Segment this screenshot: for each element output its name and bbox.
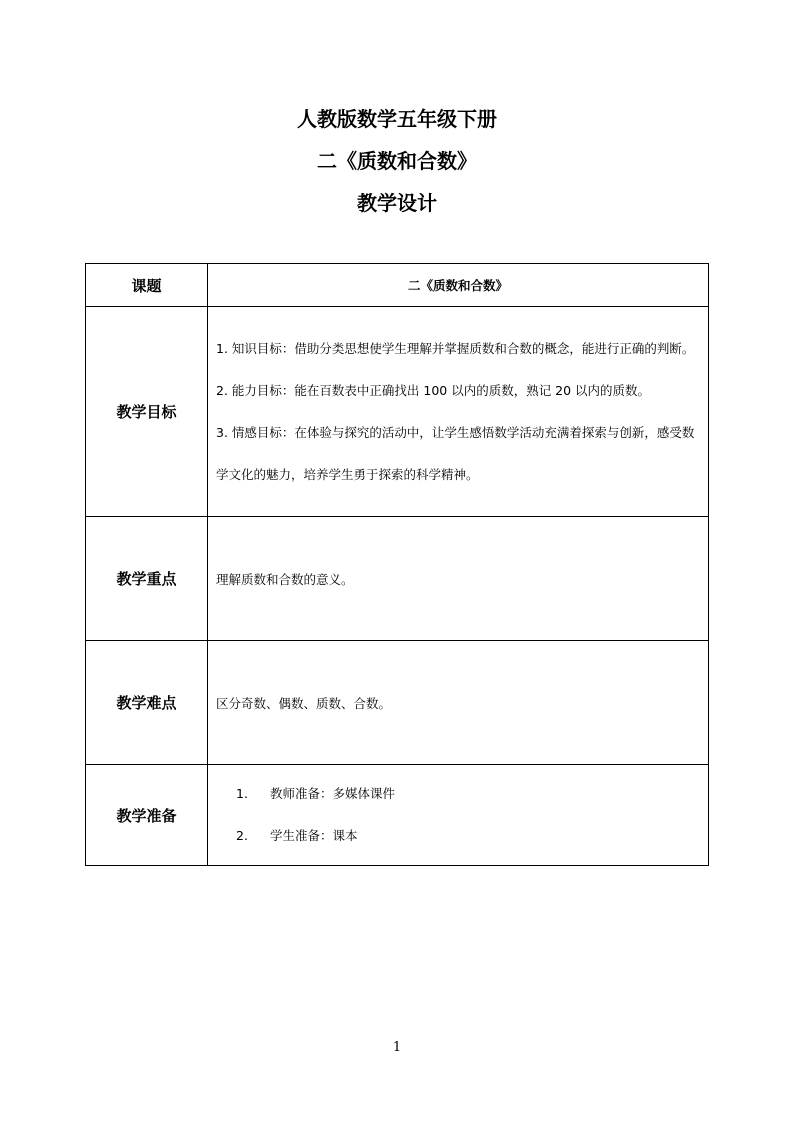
- objectives-row: [86, 307, 709, 517]
- objective-knowledge: 1. 知识目标：借助分类思想使学生理解并掌握质数和合数的概念，能进行正确的判断。: [216, 340, 695, 356]
- lesson-plan-table: [85, 263, 709, 866]
- title-line-3: 教学设计: [357, 191, 437, 215]
- preparation-item: [236, 773, 708, 815]
- preparation-item: [236, 815, 708, 857]
- document-titles: [0, 104, 794, 230]
- preparation-item-text: 教师准备：多媒体课件: [270, 786, 396, 801]
- objective-emotion: 3. 情感目标：在体验与探究的活动中，让学生感悟数学活动充满着探索与创新，感受数学文化的魅力，培养学生勇于探索的科学精神。: [216, 424, 695, 482]
- topic-value: 二《质数和合数》: [208, 264, 709, 307]
- difficulties-label: 教学难点: [86, 641, 208, 765]
- difficulties-content: [208, 641, 709, 765]
- key-points-content: [208, 517, 709, 641]
- topic-label: 课题: [86, 264, 208, 307]
- key-points-row: [86, 517, 709, 641]
- objective-ability: 2. 能力目标：能在百数表中正确找出 100 以内的质数，熟记 20 以内的质数。: [216, 382, 651, 398]
- title-line-2: 二《质数和合数》: [317, 149, 477, 173]
- preparation-label: 教学准备: [86, 765, 208, 866]
- preparation-item-number: 1.: [236, 786, 248, 801]
- objectives-content: [208, 307, 709, 517]
- topic-row: [86, 264, 709, 307]
- preparation-content: [208, 765, 709, 866]
- difficulties-text: 区分奇数、偶数、质数、合数。: [216, 695, 392, 711]
- page-number: 1: [392, 1040, 402, 1055]
- objectives-label: 教学目标: [86, 307, 208, 517]
- preparation-row: [86, 765, 709, 866]
- difficulties-row: [86, 641, 709, 765]
- key-points-label: 教学重点: [86, 517, 208, 641]
- preparation-item-text: 学生准备：课本: [270, 828, 358, 843]
- title-line-1: 人教版数学五年级下册: [297, 107, 497, 131]
- key-points-text: 理解质数和合数的意义。: [216, 571, 354, 587]
- preparation-item-number: 2.: [236, 828, 248, 843]
